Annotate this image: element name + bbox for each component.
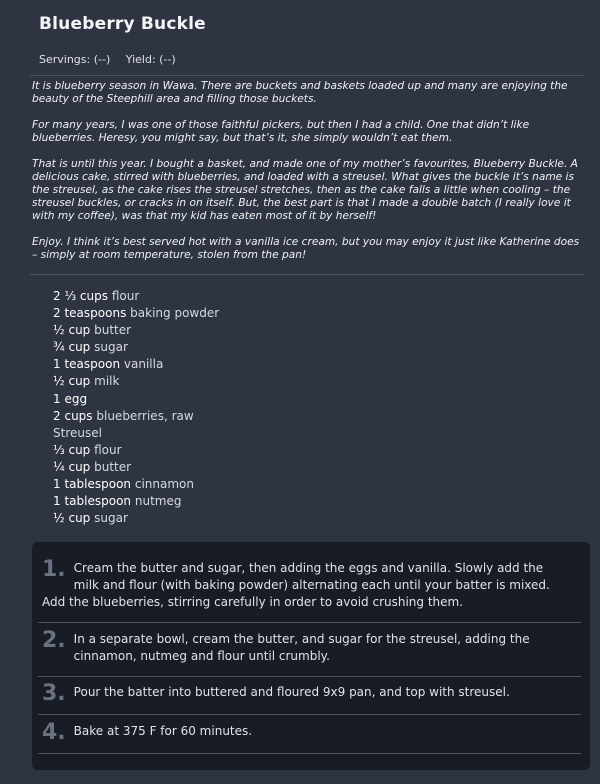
ingredient-item bbox=[53, 339, 219, 356]
ingredient-unit: cup bbox=[68, 340, 91, 355]
direction-step bbox=[42, 720, 572, 745]
ingredient-unit: teaspoon bbox=[64, 357, 121, 372]
intro-paragraph: That is until this year. I bought a basket, and made one of my mother’s favourites, Blueberry Buckle. A delicious cake, stirred with blueberries, and loaded with a streusel. What gives the buckle it’s name is the streusel, as the cake rises the streusel stretches, then as the cake falls a little when cooling – the streusel buckles, or cracks in on itself. But, the best part is that I made a double batch (I really love it with my coffee), was that my kid has eaten most of it by herself! bbox=[32, 158, 578, 222]
ingredient-list bbox=[53, 288, 219, 527]
step-text: Pour the batter into buttered and floured 9x9 pan, and top with streusel. bbox=[73, 685, 510, 699]
ingredient-unit: cups bbox=[64, 408, 93, 423]
ingredient-name: cinnamon bbox=[134, 477, 194, 492]
ingredient-qty: ½ bbox=[53, 511, 65, 526]
ingredient-unit: tablespoon bbox=[64, 494, 132, 509]
ingredient-name: vanilla bbox=[123, 357, 164, 372]
ingredient-unit: cup bbox=[68, 511, 91, 526]
ingredient-qty: 1 bbox=[53, 494, 61, 509]
ingredient-item bbox=[53, 510, 219, 527]
ingredient-item bbox=[53, 476, 219, 493]
recipe-intro bbox=[32, 80, 584, 275]
step-number: 2. bbox=[42, 628, 66, 653]
step-text: In a separate bowl, cream the butter, and sugar for the streusel, adding the cinnamon, nutmeg and flour until crumbly. bbox=[73, 632, 530, 663]
step-divider bbox=[38, 753, 581, 754]
ingredient-qty: 1 bbox=[53, 357, 61, 372]
ingredient-name: flour bbox=[111, 289, 140, 303]
direction-step bbox=[42, 681, 572, 706]
step-divider bbox=[38, 714, 581, 715]
ingredient-name: Streusel bbox=[53, 425, 102, 440]
intro-paragraph: For many years, I was one of those faithful pickers, but then I had a child. One that didn’t like blueberries. Heresy, you might say, but that’s it, she simply wouldn’t eat them. bbox=[32, 119, 530, 144]
ingredient-unit: cup bbox=[68, 459, 91, 474]
ingredient-unit: cup bbox=[68, 442, 91, 457]
ingredient-name: flour bbox=[94, 442, 122, 457]
ingredient-name: sugar bbox=[94, 340, 128, 355]
ingredient-item bbox=[53, 493, 219, 510]
direction-step bbox=[42, 557, 572, 611]
ingredient-unit: cup bbox=[68, 374, 91, 389]
divider bbox=[30, 75, 585, 76]
recipe-title: Blueberry Buckle bbox=[39, 14, 206, 34]
ingredient-name: blueberries, raw bbox=[96, 408, 194, 423]
ingredient-qty: 1 bbox=[53, 477, 61, 492]
step-text: Cream the butter and sugar, then adding the eggs and vanilla. Slowly add the milk and flour (with baking powder) alternating each until your batter is mixed. Add the blueberries, stirring carefully in order to avoid crushing them. bbox=[42, 561, 550, 609]
intro-paragraph: It is blueberry season in Wawa. There are buckets and baskets loaded up and many are enjoying the beauty of the Steephill area and filling those buckets. bbox=[32, 80, 568, 105]
ingredient-name: sugar bbox=[94, 511, 128, 526]
ingredient-qty: ¼ bbox=[53, 459, 65, 474]
intro-paragraph: Enjoy. I think it’s best served hot with a vanilla ice cream, but you may enjoy it just like Katherine does – simply at room temperature, stolen from the pan! bbox=[32, 236, 580, 261]
ingredient-name: baking powder bbox=[130, 306, 220, 321]
step-divider bbox=[38, 622, 581, 623]
step-number: 3. bbox=[42, 681, 66, 706]
ingredient-name: butter bbox=[94, 323, 132, 338]
ingredient-qty: ½ bbox=[53, 374, 65, 389]
ingredient-item bbox=[53, 442, 219, 459]
ingredient-unit: tablespoon bbox=[64, 477, 132, 492]
ingredient-qty: 2 bbox=[53, 306, 61, 321]
ingredient-item bbox=[53, 373, 219, 390]
direction-step bbox=[42, 628, 572, 665]
ingredient-unit: teaspoons bbox=[64, 306, 127, 321]
ingredient-qty: ⅓ bbox=[53, 442, 65, 457]
ingredient-unit: cup bbox=[68, 323, 91, 338]
ingredient-name: nutmeg bbox=[134, 494, 182, 509]
step-text: Bake at 375 F for 60 minutes. bbox=[73, 724, 253, 738]
ingredient-item bbox=[53, 408, 219, 425]
ingredient-name: milk bbox=[94, 374, 120, 389]
ingredient-item bbox=[53, 288, 219, 305]
step-divider bbox=[38, 676, 581, 677]
directions-panel bbox=[32, 542, 590, 770]
ingredient-unit: cups bbox=[79, 289, 108, 303]
recipe-meta bbox=[39, 53, 188, 66]
ingredient-item bbox=[53, 425, 219, 442]
step-number: 4. bbox=[42, 720, 66, 745]
servings-label: Servings: (--) bbox=[39, 53, 111, 66]
divider bbox=[30, 274, 585, 275]
ingredient-item bbox=[53, 322, 219, 339]
ingredient-name: butter bbox=[94, 459, 132, 474]
ingredient-qty: 2 ⅓ bbox=[53, 289, 77, 303]
yield-label: Yield: (--) bbox=[125, 53, 176, 66]
ingredient-item bbox=[53, 305, 219, 322]
ingredient-qty: 2 bbox=[53, 408, 61, 423]
ingredient-qty: ½ bbox=[53, 323, 65, 338]
ingredient-unit: egg bbox=[64, 391, 88, 406]
ingredient-qty: ¾ bbox=[53, 340, 65, 355]
step-number: 1. bbox=[42, 557, 66, 582]
ingredient-qty: 1 bbox=[53, 391, 61, 406]
ingredient-item bbox=[53, 356, 219, 373]
ingredient-item bbox=[53, 391, 219, 408]
recipe-page bbox=[5, 0, 595, 784]
ingredient-item bbox=[53, 459, 219, 476]
